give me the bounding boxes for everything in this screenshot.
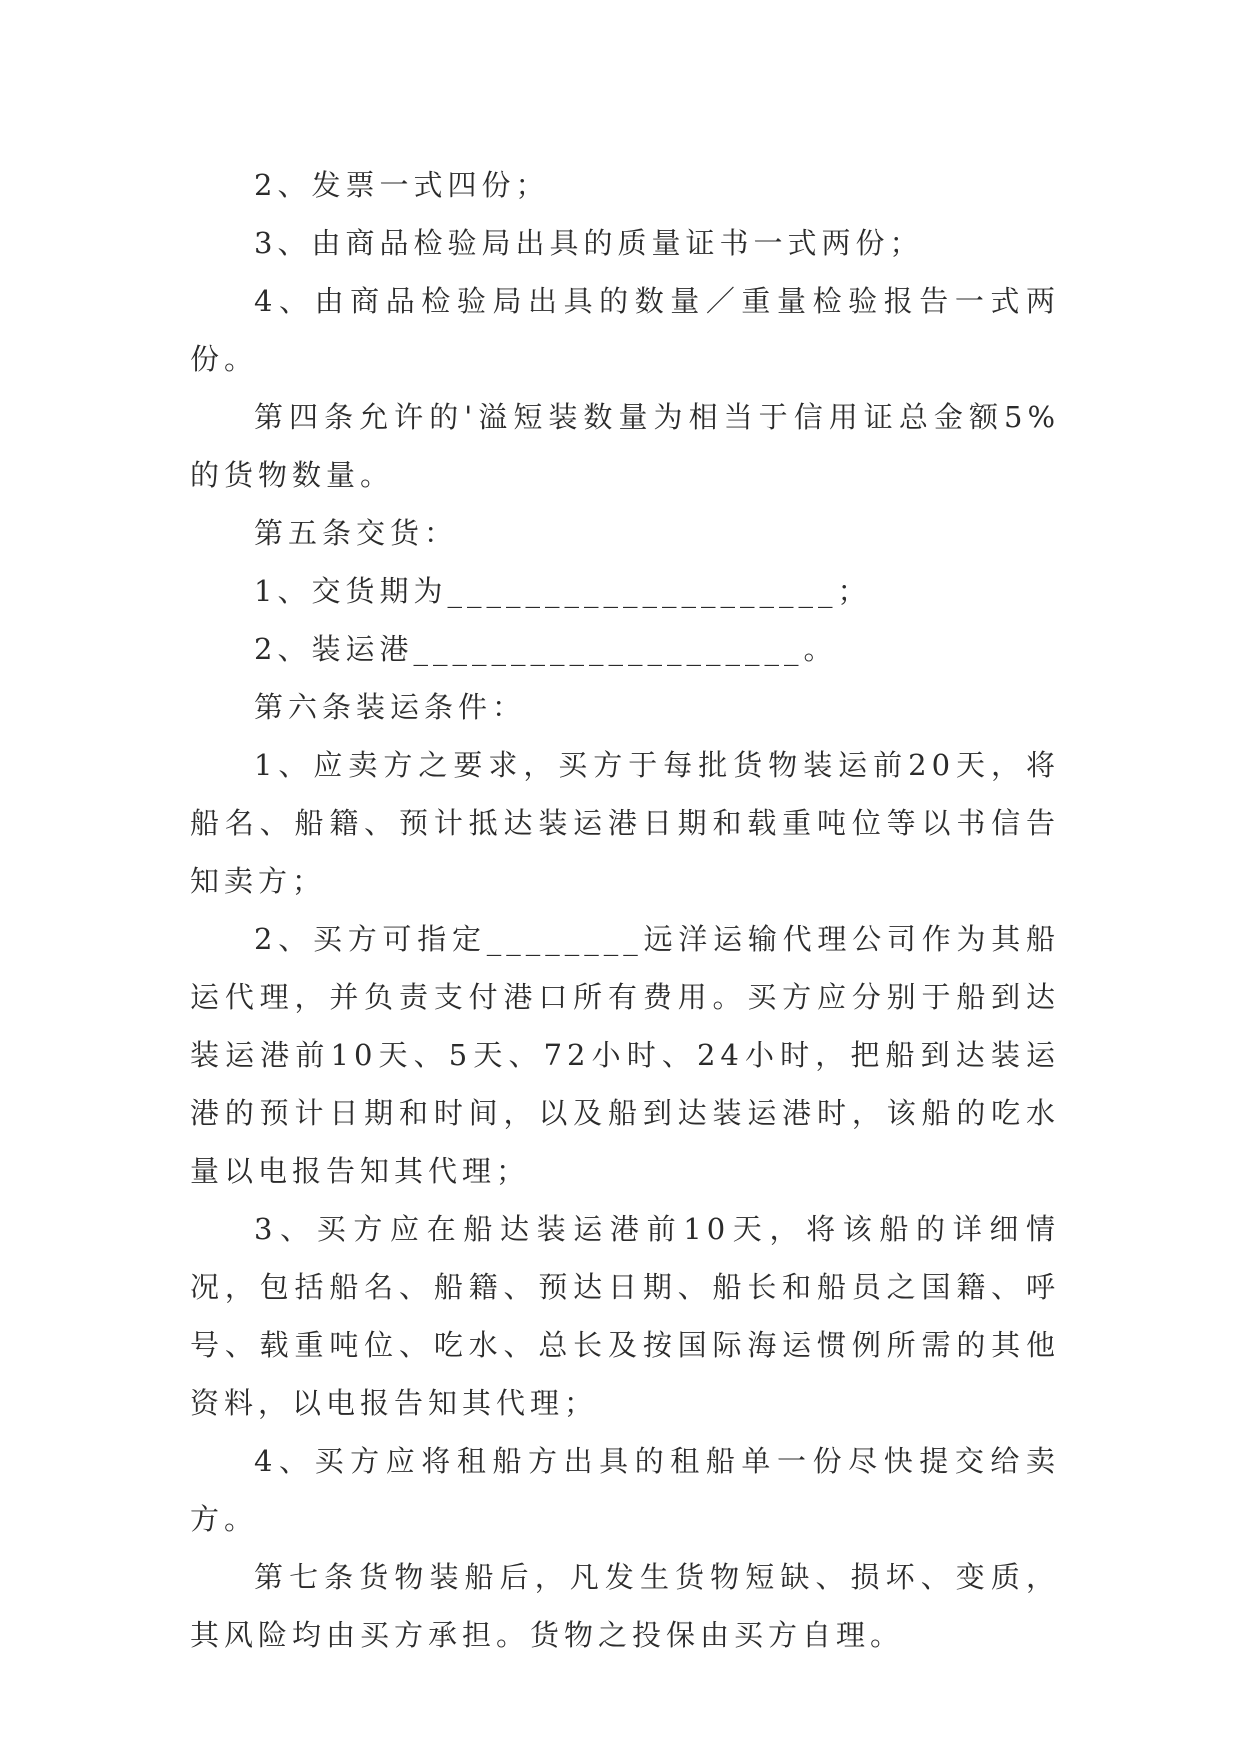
paragraph-invoice: 2、发票一式四份； [254, 168, 550, 202]
paragraph-loading-port: 2、装运港____________________。 [254, 632, 838, 666]
paragraph-shipping-clause-1: 1、应卖方之要求，买方于每批货物装运前20天，将船名、船籍、预计抵达装运港日期和载重吨位等以书信告知卖方； [190, 748, 1060, 898]
paragraph-weight-report: 4、由商品检验局出具的数量／重量检验报告一式两份。 [190, 284, 1060, 376]
paragraph-shipping-clause-4: 4、买方应将租船方出具的租船单一份尽快提交给卖方。 [190, 1444, 1060, 1536]
paragraph-delivery-period: 1、交货期为____________________； [254, 574, 872, 608]
paragraph-article-7: 第七条货物装船后，凡发生货物短缺、损坏、变质，其风险均由买方承担。货物之投保由买方自理。 [190, 1560, 1060, 1652]
paragraph-shipping-clause-2: 2、买方可指定________远洋运输代理公司作为其船运代理，并负责支付港口所有费用。买方应分别于船到达装运港前10天、5天、72小时、24小时，把船到达装运港的预计日期和时间，以及船到达装运港时，该船的吃水量以电报告知其代理； [190, 922, 1060, 1188]
paragraph-article-4: 第四条允许的'溢短装数量为相当于信用证总金额5%的货物数量。 [190, 400, 1060, 492]
paragraph-quality-certificate: 3、由商品检验局出具的质量证书一式两份； [254, 226, 924, 260]
paragraph-shipping-clause-3: 3、买方应在船达装运港前10天，将该船的详细情况，包括船名、船籍、预达日期、船长和船员之国籍、呼号、载重吨位、吃水、总长及按国际海运惯例所需的其他资料，以电报告知其代理； [190, 1212, 1060, 1420]
document-body [190, 156, 1060, 1664]
paragraph-article-5-heading: 第五条交货： [254, 516, 459, 550]
paragraph-article-6-heading: 第六条装运条件： [254, 690, 527, 724]
